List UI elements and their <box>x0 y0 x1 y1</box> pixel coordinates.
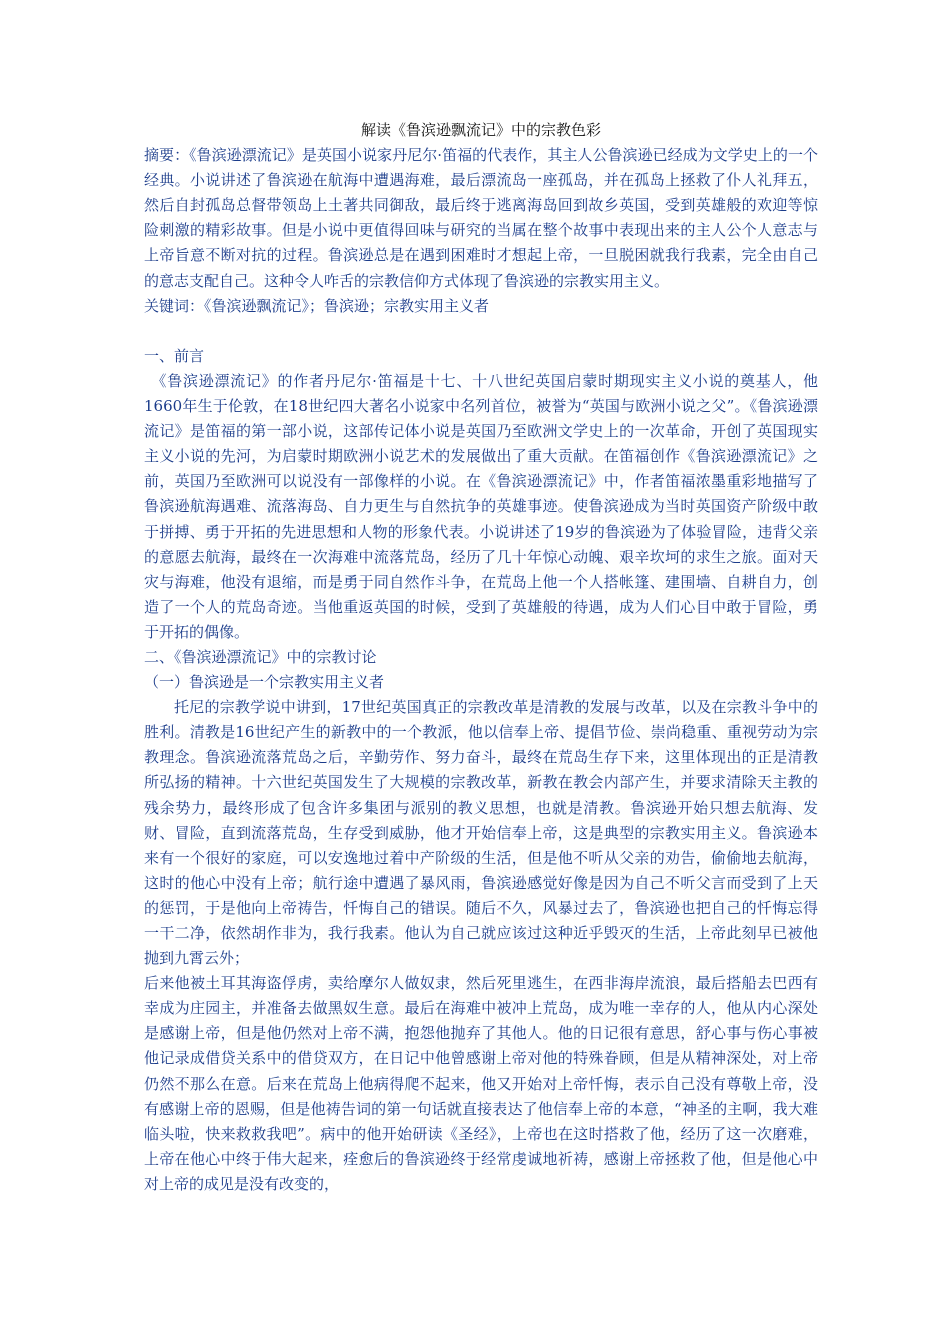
section-heading-religion: 二、《鲁滨逊漂流记》中的宗教讨论 <box>144 647 377 666</box>
body-paragraph-2: 后来他被土耳其海盗俘虏，卖给摩尔人做奴隶，然后死里逃生，在西非海岸流浪，最后搭船去巴西有幸成为庄园主，并准备去做黑奴生意。最后在海难中被冲上荒岛，成为唯一幸存的人，他从内心深处是感谢上帝，但是他仍然对上帝不满，抱怨他抛弃了其他人。他的日记很有意思，舒心事与伤心事被他记录成借贷关系中的借贷双方，在日记中他曾感谢上帝对他的特殊眷顾，但是从精神深处，对上帝仍然不那么在意。后来在荒岛上他病得爬不起来，他又开始对上帝忏悔，表示自己没有尊敬上帝，没有感谢上帝的恩赐，但是他祷告词的第一句话就直接表达了他信奉上帝的本意，“神圣的主啊，我大难临头啦，快来救救我吧”。病中的他开始研读《圣经》，上帝也在这时搭救了他，经历了这一次磨难，上帝在他心中终于伟大起来，痊愈后的鲁滨逊终于经常虔诚地祈祷，感谢上帝拯救了他，但是他心中对上帝的成见是没有改变的， <box>144 974 818 1193</box>
blank-line <box>144 319 818 344</box>
section-heading-preface: 一、前言 <box>144 346 205 365</box>
body-paragraph-1: 托尼的宗教学说中讲到，17世纪英国真正的宗教改革是清教的发展与改革，以及在宗教斗争中的胜利。清教是16世纪产生的新教中的一个教派，他以信奉上帝、提倡节俭、崇尚稳重、重视劳动为宗教理念。鲁滨逊流落荒岛之后，辛勤劳作、努力奋斗，最终在荒岛生存下来，这里体现出的正是清教所弘扬的精神。十六世纪英国发生了大规模的宗教改革，新教在教会内部产生，并要求清除天主教的残余势力，最终形成了包含许多集团与派别的教义思想，也就是清教。鲁滨逊开始只想去航海、发财、冒险，直到流落荒岛，生存受到威胁，他才开始信奉上帝，这是典型的宗教实用主义。鲁滨逊本来有一个很好的家庭，可以安逸地过着中产阶级的生活，但是他不听从父亲的劝告，偷偷地去航海，这时的他心中没有上帝；航行途中遭遇了暴风雨，鲁滨逊感觉好像是因为自己不听父言而受到了上天的惩罚，于是他向上帝祷告，忏悔自己的错误。随后不久，风暴过去了，鲁滨逊也把自己的忏悔忘得一干二净，依然胡作非为，我行我素。他认为自己就应该过这种近乎毁灭的生活，上帝此刻早已被他抛到九霄云外； <box>144 698 818 968</box>
subsection-heading-pragmatist: （一）鲁滨逊是一个宗教实用主义者 <box>144 673 385 692</box>
document-body <box>144 118 818 1197</box>
document-title: 解读《鲁滨逊飘流记》中的宗教色彩 <box>360 121 601 139</box>
keywords-line: 关键词：《鲁滨逊飘流记》；鲁滨逊；宗教实用主义者 <box>144 296 490 315</box>
abstract-paragraph: 摘要：《鲁滨逊漂流记》是英国小说家丹尼尔·笛福的代表作，其主人公鲁滨逊已经成为文学史上的一个经典。小说讲述了鲁滨逊在航海中遭遇海难，最后漂流岛一座孤岛，并在孤岛上拯救了仆人礼拜五，然后自封孤岛总督带领岛上土著共同御敌，最后终于逃离海岛回到故乡英国，受到英雄般的欢迎等惊险刺激的精彩故事。但是小说中更值得回味与研究的当属在整个故事中表现出来的主人公个人意志与上帝旨意不断对抗的过程。鲁滨逊总是在遇到困难时才想起上帝，一旦脱困就我行我素，完全由自己的意志支配自己。这种令人咋舌的宗教信仰方式体现了鲁滨逊的宗教实用主义。 <box>144 146 818 290</box>
preface-paragraph: 《鲁滨逊漂流记》的作者丹尼尔·笛福是十七、十八世纪英国启蒙时期现实主义小说的奠基人，他1660年生于伦敦，在18世纪四大著名小说家中名列首位，被誉为“英国与欧洲小说之父”。《鲁滨逊漂流记》是笛福的第一部小说，这部传记体小说是英国乃至欧洲文学史上的一次革命，开创了英国现实主义小说的先河，为启蒙时期欧洲小说艺术的发展做出了重大贡献。在笛福创作《鲁滨逊漂流记》之前，英国乃至欧洲可以说没有一部像样的小说。在《鲁滨逊漂流记》中，作者笛福浓墨重彩地描写了鲁滨逊航海遇难、流落海岛、自力更生与自然抗争的英雄事迹。使鲁滨逊成为当时英国资产阶级中敢于拼搏、勇于开拓的先进思想和人物的形象代表。小说讲述了19岁的鲁滨逊为了体验冒险，违背父亲的意愿去航海，最终在一次海难中流落荒岛，经历了几十年惊心动魄、艰辛坎坷的求生之旅。面对天灾与海难，他没有退缩，而是勇于同自然作斗争，在荒岛上他一个人搭帐篷、建围墙、自耕自力，创造了一个人的荒岛奇迹。当他重返英国的时候，受到了英雄般的待遇，成为人们心目中敢于冒险，勇于开拓的偶像。 <box>144 371 818 641</box>
